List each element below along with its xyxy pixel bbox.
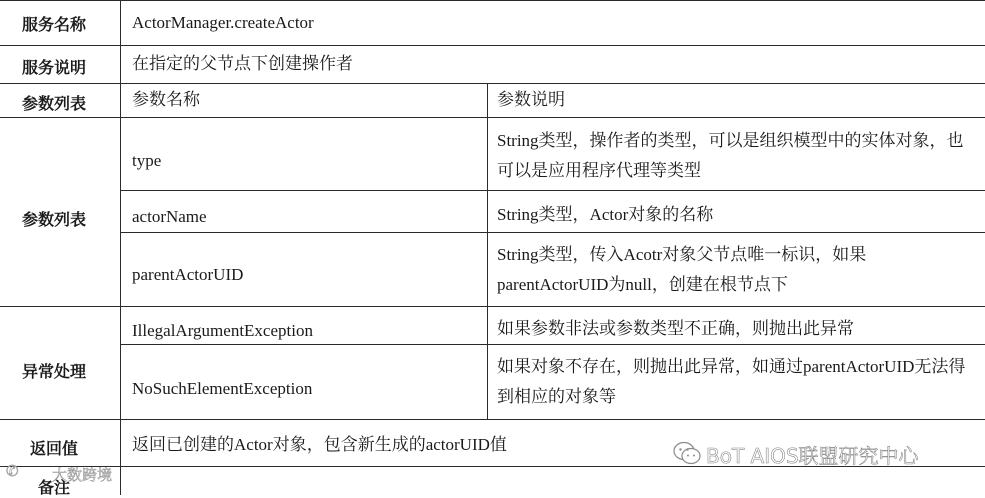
param-col-name-header: 参数名称 <box>132 90 200 109</box>
exception-name: NoSuchElementException <box>132 379 313 398</box>
watermark-right: BoT AIOS联盟研究中心 <box>706 444 919 468</box>
row-divider <box>0 306 985 307</box>
remarks-label: 备注 <box>38 478 71 497</box>
service-name-value: ActorManager.createActor <box>132 13 314 32</box>
wechat-icon <box>672 440 702 466</box>
row-divider <box>120 232 985 233</box>
exceptions-label: 异常处理 <box>22 362 87 381</box>
col-divider <box>120 0 121 495</box>
return-value-label: 返回值 <box>30 439 79 458</box>
param-col-desc-header: 参数说明 <box>497 90 565 109</box>
row-divider <box>0 45 985 46</box>
param-desc: String类型，传入Acotr对象父节点唯一标识，如果parentActorUID为null，创建在根节点下 <box>497 245 867 294</box>
row-divider <box>0 117 985 118</box>
return-value-value: 返回已创建的Actor对象，包含新生成的actorUID值 <box>132 435 507 454</box>
watermark-left: 大数跨境 <box>52 466 113 484</box>
param-name: parentActorUID <box>132 265 244 284</box>
param-desc: String类型，操作者的类型，可以是组织模型中的实体对象，也可以是应用程序代理等类型 <box>497 131 964 180</box>
row-divider <box>0 83 985 84</box>
watermark-left-logo-icon: ✆ <box>6 462 19 480</box>
col-divider <box>487 83 488 419</box>
service-desc-value: 在指定的父节点下创建操作者 <box>132 54 353 73</box>
service-desc-label: 服务说明 <box>22 58 87 77</box>
params-label: 参数列表 <box>22 210 87 229</box>
param-name: type <box>132 151 162 170</box>
service-name-label: 服务名称 <box>22 15 87 34</box>
param-header-label: 参数列表 <box>22 94 87 113</box>
exception-name: IllegalArgumentException <box>132 321 313 340</box>
param-desc: String类型，Actor对象的名称 <box>497 205 714 224</box>
param-name: actorName <box>132 207 207 226</box>
exception-desc: 如果参数非法或参数类型不正确，则抛出此异常 <box>497 319 854 338</box>
row-divider <box>120 190 985 191</box>
exception-desc: 如果对象不存在，则抛出此异常，如通过parentActorUID无法得到相应的对象等 <box>497 357 966 406</box>
row-divider <box>0 419 985 420</box>
row-divider <box>0 0 985 1</box>
